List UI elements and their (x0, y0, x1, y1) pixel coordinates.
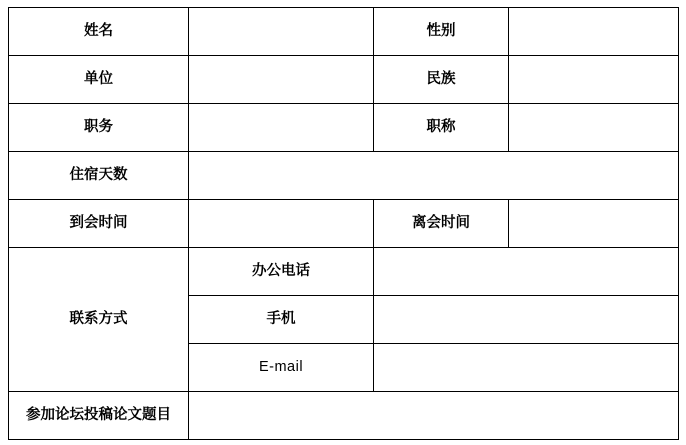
cell-contact-label: 联系方式 (9, 248, 189, 392)
table-row (9, 392, 679, 440)
registration-form-table (8, 7, 679, 440)
cell-departure-time-value[interactable] (509, 200, 679, 248)
cell-unit-label: 单位 (9, 56, 189, 104)
cell-arrival-time-value[interactable] (189, 200, 374, 248)
cell-arrival-time-label: 到会时间 (9, 200, 189, 248)
cell-gender-label: 性别 (374, 8, 509, 56)
cell-duty-label: 职务 (9, 104, 189, 152)
table-row (9, 56, 679, 104)
paper-title-label-text: 参加论坛投稿论文题目 (26, 407, 171, 424)
cell-email-value[interactable] (374, 344, 679, 392)
cell-title-label: 职称 (374, 104, 509, 152)
table-row (9, 8, 679, 56)
table-row (9, 200, 679, 248)
cell-name-value[interactable] (189, 8, 374, 56)
cell-stay-days-label: 住宿天数 (9, 152, 189, 200)
cell-departure-time-label: 离会时间 (374, 200, 509, 248)
cell-paper-title-label (9, 392, 189, 440)
cell-stay-days-value[interactable] (189, 152, 679, 200)
cell-duty-value[interactable] (189, 104, 374, 152)
cell-paper-title-value[interactable] (189, 392, 679, 440)
cell-ethnicity-value[interactable] (509, 56, 679, 104)
cell-ethnicity-label: 民族 (374, 56, 509, 104)
cell-email-label: E-mail (189, 344, 374, 392)
cell-title-value[interactable] (509, 104, 679, 152)
cell-office-phone-label: 办公电话 (189, 248, 374, 296)
cell-mobile-value[interactable] (374, 296, 679, 344)
cell-unit-value[interactable] (189, 56, 374, 104)
table-row (9, 248, 679, 296)
cell-gender-value[interactable] (509, 8, 679, 56)
cell-office-phone-value[interactable] (374, 248, 679, 296)
cell-name-label: 姓名 (9, 8, 189, 56)
table-row (9, 152, 679, 200)
table-row (9, 104, 679, 152)
cell-mobile-label: 手机 (189, 296, 374, 344)
